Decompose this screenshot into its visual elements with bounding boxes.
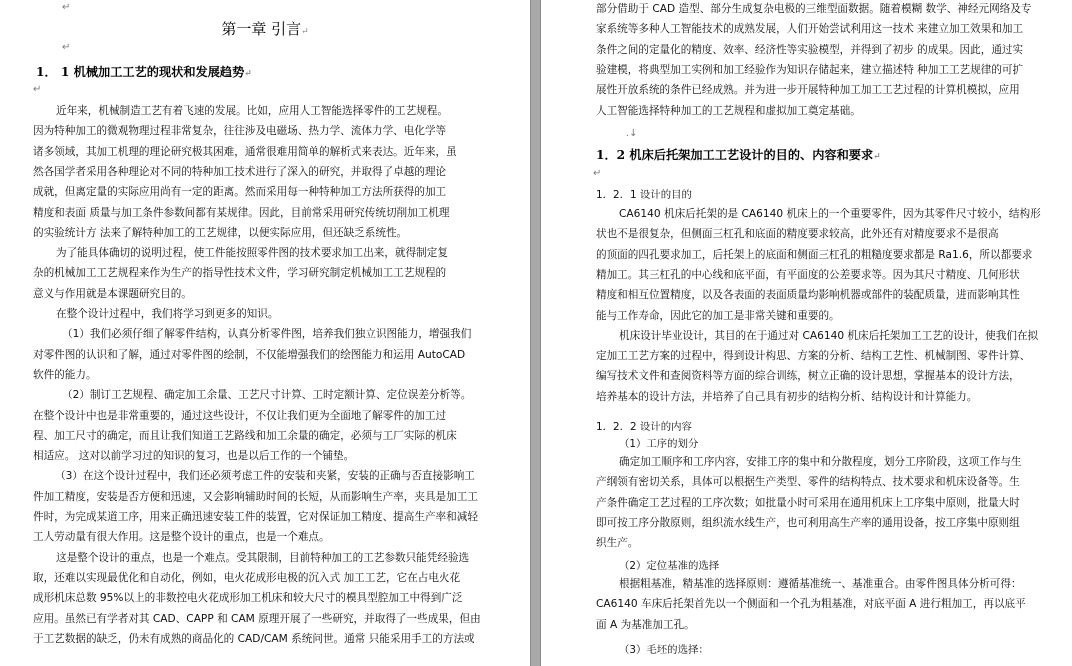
text-line: 条件之间的定量化的精度、效率、经济性等实验模型，并得到了初步 的成果。因此，通过实 — [596, 43, 1024, 56]
text-line: 软件的能力。 — [33, 368, 97, 381]
text-line: 能与工作寿命，因此它的加工是非常关键和重要的。 — [596, 309, 840, 322]
paragraph-mark: ↵ — [62, 2, 71, 13]
text-line: 然各国学者采用各种理论对不同的特种加工技术进行了深入的研究，并取得了卓越的理论 — [33, 165, 447, 178]
text-line: CA6140 机床后托架的是 CA6140 机床上的一个重要零件，因为其零件尺寸较小，结构形 — [619, 208, 1041, 220]
text-line: 对零件图的认识和了解，通过对零件图的绘制，不仅能增强我们的绘图能力和运用 AutoCAD — [33, 348, 466, 361]
text-line: 织生产。 — [596, 537, 639, 550]
section-heading-1-1: 1． 1 机械加工工艺的现状和发展趋势↵ — [36, 65, 252, 79]
text-line: 诸多领域，其加工机理的理论研究极其困难，通常很难用简单的解析式来表达。近年来，虽 — [33, 145, 457, 158]
paragraph-mark: .↓ — [626, 128, 638, 139]
text-line: 产条件确定工艺过程的工序次数；如批量小时可采用在通用机床上工序集中原则，批量大时 — [596, 496, 1020, 509]
chapter-title: 第一章 引言↵ — [221, 20, 309, 38]
subsection-datum: （2）定位基准的选择 — [619, 560, 720, 572]
document-page-left — [0, 0, 530, 666]
text-line: 即可按工序分散原则，组织流水线生产，也可利用高生产率的通用设备，按工序集中原则组 — [596, 516, 1020, 529]
text-line: 定加工工艺方案的过程中，得到设计构思、方案的分析、结构工艺性、机械制图、零件计算、 — [596, 350, 1031, 363]
section-heading-1-2: 1．2 机床后托架加工工艺设计的目的、内容和要求↵ — [596, 148, 881, 162]
text-line: 人工智能选择特种加工的工艺规程和虚拟加工奠定基础。 — [596, 104, 861, 117]
text-line: （2）制订工艺规程、确定加工余量、工艺尺寸计算、工时定额计算、定位误差分析等。 — [62, 389, 472, 402]
text-line: 于工艺数据的缺乏，仍未有成熟的商品化的 CAD/CAM 系统问世。通常 只能采用手工的方法或 — [33, 632, 475, 645]
subsection-procedure: （1）工序的划分 — [619, 438, 699, 450]
text-line: 因为特种加工的微观物理过程非常复杂，往往涉及电磁场、热力学、流体力学、电化学等 — [33, 125, 447, 138]
text-line: 件时，为完成某道工序，用来正确迅速安装工件的装置，它对保证加工精度、提高生产率和减轻 — [33, 511, 478, 523]
text-line: （1）我们必须仔细了解零件结构，认真分析零件图，培养我们独立识图能力，增强我们 — [62, 328, 472, 341]
paragraph-mark: ↵ — [33, 84, 42, 95]
text-line: 意义与作用就是本课题研究目的。 — [33, 287, 192, 300]
text-line: 取，还难以实现最优化和自动化，例如，电火花成形电极的沉入式 加工工艺，它在占电火花 — [33, 571, 461, 584]
text-line: 部分借助于 CAD 造型、部分生成复杂电极的三维型面数据。随着模糊 数学、神经元网络及专 — [596, 3, 1032, 15]
text-line: 根据粗基准，精基准的选择原则：遵循基准统一、基准重合。由零件图具体分析可得： — [619, 578, 1022, 590]
text-line: 应用。虽然已有学者对其 CAD、CAPP 和 CAM 原理开展了一些研究，并取得了一些成果，但由 — [33, 612, 481, 625]
text-line: 的顶面的四孔要求加工，后托架上的底面和侧面三杠孔的粗糙度要求都是 Ra1.6，所以都要求 — [596, 248, 1033, 261]
text-line: 展性开放系统的条件已经成熟。并为进一步开展特种加工加工工艺过程的计算机模拟，应用 — [596, 84, 1020, 97]
text-line: 杂的机械加工工艺规程来作为生产的指导性技术文件，学习研究制定机械加工工艺规程的 — [33, 267, 447, 280]
paragraph-mark: ↵ — [593, 168, 602, 179]
text-line: 的实验统计方 法来了解特种加工的工艺规律，以便实际应用，但还缺乏系统性。 — [33, 226, 408, 239]
page-gap — [530, 0, 541, 666]
text-line: 培养基本的设计方法，并培养了自己具有初步的结构分析、结构设计和计算能力。 — [596, 390, 978, 403]
text-line: 精度和相互位置精度，以及各表面的表面质量均影响机器或部件的装配质量，进而影响其性 — [596, 289, 1020, 302]
text-line: 工人劳动量有很大作用。这是整个设计的重点，也是一个难点。 — [33, 531, 330, 544]
paragraph-mark: ↵ — [62, 42, 71, 53]
text-line: 验建模，将典型加工实例和加工经验作为知识存储起来，建立描述特 种加工工艺规律的可扩 — [596, 63, 1024, 76]
text-line: 状也不是很复杂，但侧面三杠孔和底面的精度要求较高，此外还有对精度要求不是很高 — [596, 228, 999, 241]
text-line: CA6140 车床后托架首先以一个侧面和一个孔为粗基准，对底平面 A 进行粗加工，再以底平 — [596, 598, 1026, 611]
subsection-blank: （3）毛坯的选择： — [619, 644, 709, 656]
subsection-1-2-2: 1．2．2 设计的内容 — [596, 421, 692, 433]
text-line: 产纲领有密切关系，具体可以根据生产类型、零件的结构特点、技术要求和机床设备等。生 — [596, 476, 1020, 489]
text-line: 精加工。其三杠孔的中心线和底平面，有平面度的公差要求等。因为其尺寸精度、几何形状 — [596, 268, 1020, 281]
text-line: 成形机床总数 95%以上的非数控电火花成形加工机床和较大尺寸的模具型腔加工中得到广泛 — [33, 592, 463, 605]
text-line: 在整个设计中也是非常重要的，通过这些设计，不仅让我们更为全面地了解零件的加工过 — [33, 409, 447, 422]
text-line: 这是整个设计的重点，也是一个难点。受其限制，目前特种加工的工艺参数只能凭经验选 — [56, 551, 470, 564]
text-line: 确定加工顺序和工序内容，安排工序的集中和分散程度，划分工序阶段，这项工作与生 — [619, 456, 1022, 468]
text-line: 精度和表面 质量与加工条件参数间都有某规律。因此，目前常采用研究传统切削加工机理 — [33, 206, 450, 219]
text-line: 机床设计毕业设计，其目的在于通过对 CA6140 机床后托架加工工艺的设计，使我们在拟 — [619, 329, 1039, 342]
text-line: 近年来，机械制造工艺有着飞速的发展。比如，应用人工智能选择零件的工艺规程。 — [56, 105, 448, 117]
text-line: 为了能具体确切的说明过程，使工件能按照零件图的技术要求加工出来，就得制定复 — [56, 247, 448, 260]
text-line: 程、加工尺寸的确定，而且让我们知道工艺路线和加工余量的确定，必须与工厂实际的机床 — [33, 429, 457, 442]
text-line: 件加工精度，安装是否方便和迅速，又会影响辅助时间的长短，从而影响生产率，夹具是加工工 — [33, 490, 478, 503]
text-line: 成就，但离定量的实际应用尚有一定的距离。然而采用每一种特种加工方法所获得的加工 — [33, 186, 447, 199]
text-line: 家系统等多种人工智能技术的成熟发展，人们开始尝试利用这一技术 来建立加工效果和加工 — [596, 23, 1024, 36]
text-line: 相适应。 这对以前学习过的知识的复习，也是以后工作的一个铺垫。 — [33, 450, 355, 463]
text-line: 在整个设计过程中，我们将学习到更多的知识。 — [56, 308, 279, 320]
subsection-1-2-1: 1．2．1 设计的目的 — [596, 189, 692, 201]
text-line: 面 A 为基准加工孔。 — [596, 618, 695, 631]
document-page-right — [541, 0, 1072, 666]
text-line: （3）在这个设计过程中，我们还必须考虑工件的安装和夹紧，安装的正确与否直接影响工 — [55, 470, 475, 483]
text-line: 编写技术文件和查阅资料等方面的综合训练，树立正确的设计思想，掌握基本的设计方法， — [596, 370, 1020, 383]
